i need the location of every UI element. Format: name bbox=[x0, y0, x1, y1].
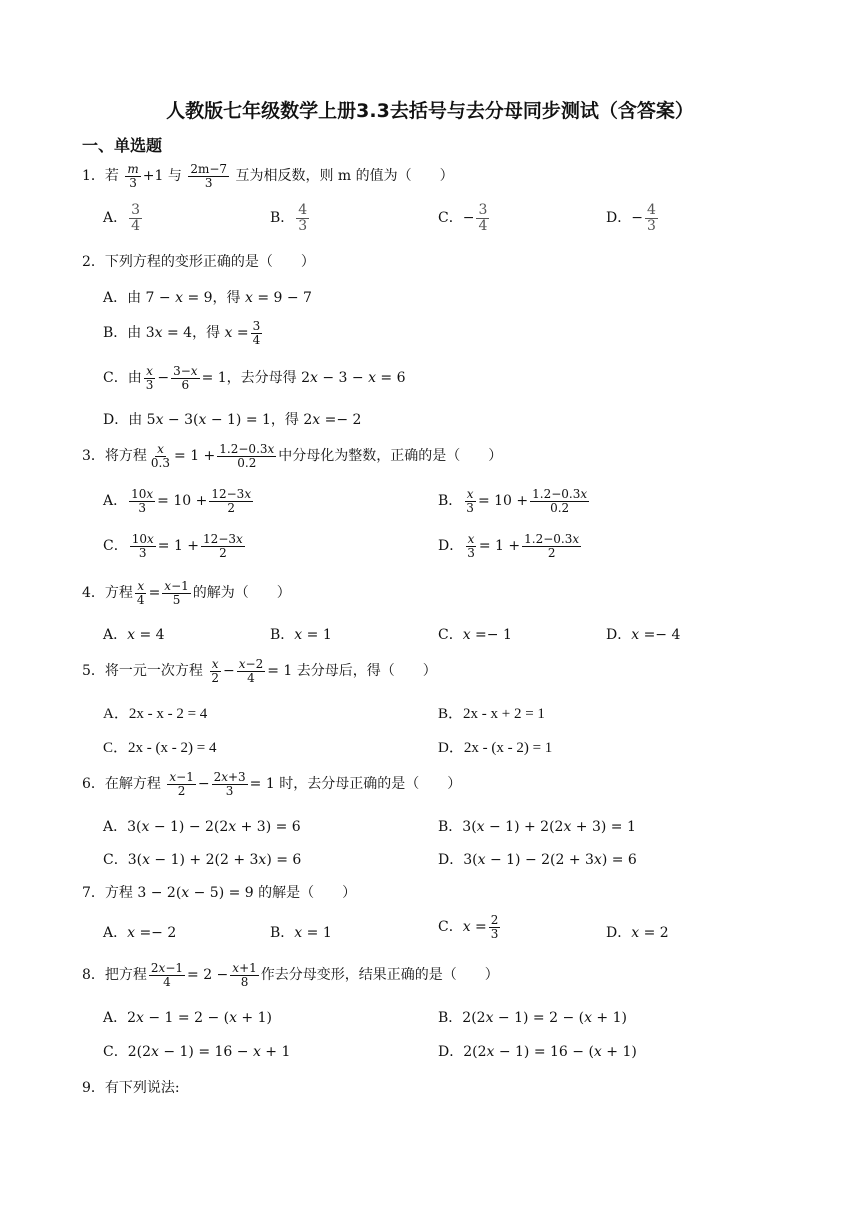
expr-text: = 1 + bbox=[174, 448, 216, 465]
fraction bbox=[217, 443, 276, 469]
question-number: 4． bbox=[82, 585, 105, 602]
denominator: 3 bbox=[466, 500, 474, 515]
numerator: 3−𝑥 bbox=[173, 364, 198, 378]
numerator: 4 bbox=[298, 202, 308, 218]
numerator: 3 bbox=[252, 319, 261, 333]
fraction bbox=[530, 488, 589, 514]
option-label: B． bbox=[438, 493, 463, 510]
option-b: B．2x - x + 2 = 1 bbox=[438, 706, 545, 722]
denominator: 3 bbox=[129, 175, 137, 190]
option-b: B．𝑥 = 1 bbox=[270, 925, 332, 941]
option-c bbox=[438, 914, 502, 940]
numerator: 3 bbox=[131, 202, 141, 218]
numerator: 12−3𝑥 bbox=[211, 487, 252, 501]
numerator: 𝑥 bbox=[211, 657, 219, 671]
fraction bbox=[188, 163, 229, 189]
fraction bbox=[209, 488, 253, 514]
denominator: 4 bbox=[478, 217, 488, 234]
fraction bbox=[209, 658, 221, 684]
numerator: 4 bbox=[646, 202, 656, 218]
denominator: 3 bbox=[138, 500, 146, 515]
fraction bbox=[149, 962, 185, 988]
question-text: 作去分母变形，结果正确的是（ ） bbox=[260, 967, 499, 984]
numerator: 10𝑥 bbox=[131, 487, 154, 501]
option-b: B．2(2𝑥 − 1) = 2 − (𝑥 + 1) bbox=[438, 1010, 627, 1026]
expr-text: = 1 bbox=[249, 776, 275, 793]
denominator: 3 bbox=[490, 926, 499, 941]
question-number: 7． bbox=[82, 885, 105, 901]
expr-text: = 2 − bbox=[187, 967, 229, 984]
numerator: 𝑥 bbox=[146, 364, 153, 378]
denominator: 3 bbox=[204, 175, 213, 190]
question-number: 2． bbox=[82, 254, 105, 270]
question-5 bbox=[82, 658, 437, 684]
denominator: 0.2 bbox=[237, 455, 257, 470]
option-c bbox=[438, 203, 491, 233]
question-text: 有下列说法: bbox=[104, 1080, 180, 1096]
page-title: 人教版七年级数学上册3.3去括号与去分母同步测试（含答案） bbox=[166, 100, 694, 122]
numerator: 3 bbox=[478, 202, 488, 218]
denominator: 4 bbox=[136, 592, 145, 607]
option-label: D． bbox=[438, 538, 464, 555]
denominator: 4 bbox=[131, 217, 141, 234]
numerator: 1.2−0.3𝑥 bbox=[524, 532, 580, 546]
question-3 bbox=[82, 443, 502, 469]
question-text: 与 bbox=[167, 168, 182, 185]
fraction bbox=[230, 962, 258, 988]
option-b bbox=[103, 320, 264, 346]
denominator: 8 bbox=[240, 974, 249, 989]
question-number: 9． bbox=[82, 1080, 105, 1096]
question-7 bbox=[82, 882, 356, 902]
question-text: 去分母后，得（ ） bbox=[296, 663, 437, 680]
question-text: 将方程 bbox=[104, 448, 147, 465]
fraction bbox=[645, 203, 658, 233]
fraction bbox=[130, 533, 156, 559]
section-heading: 一、单选题 bbox=[82, 136, 163, 155]
fraction bbox=[201, 533, 245, 559]
question-text: 方程 bbox=[104, 885, 133, 901]
minus-sign: − bbox=[631, 210, 643, 227]
question-text: 将一元一次方程 bbox=[104, 663, 203, 680]
option-b: B．3(𝑥 − 1) + 2(2𝑥 + 3) = 1 bbox=[438, 819, 636, 835]
question-number: 5． bbox=[82, 663, 105, 680]
question-8 bbox=[82, 962, 499, 988]
fraction bbox=[237, 658, 265, 684]
question-number: 1． bbox=[82, 168, 105, 185]
denominator: 3 bbox=[138, 545, 147, 560]
question-text: 在解方程 bbox=[104, 776, 161, 793]
fraction bbox=[125, 163, 140, 189]
expr-text: = 1 + bbox=[157, 538, 200, 555]
question-text: 时，去分母正确的是（ ） bbox=[279, 776, 462, 793]
numerator: 2𝑥−1 bbox=[150, 961, 184, 975]
fraction bbox=[162, 580, 190, 606]
fraction bbox=[171, 365, 199, 391]
numerator: 1.2−0.3𝑥 bbox=[219, 442, 275, 456]
denominator: 3 bbox=[467, 545, 475, 560]
fraction bbox=[135, 580, 147, 606]
option-label: C． bbox=[438, 210, 463, 227]
question-text: 中分母化为整数，正确的是（ ） bbox=[278, 448, 503, 465]
option-d bbox=[438, 533, 583, 559]
fraction bbox=[476, 203, 489, 233]
denominator: 2 bbox=[227, 500, 236, 515]
expr-text: +1 bbox=[142, 168, 164, 185]
question-6 bbox=[82, 771, 461, 797]
question-number: 8． bbox=[82, 967, 105, 984]
numerator: 𝑥 bbox=[137, 579, 145, 593]
option-b bbox=[270, 203, 311, 233]
expr-text: = 1 + bbox=[478, 538, 521, 555]
option-d: D．𝑥 =− 4 bbox=[606, 627, 681, 643]
denominator: 4 bbox=[163, 974, 171, 989]
numerator: 𝑥+1 bbox=[232, 961, 257, 975]
option-a: A．3(𝑥 − 1) − 2(2𝑥 + 3) = 6 bbox=[103, 819, 301, 835]
question-number: 3． bbox=[82, 448, 105, 465]
fraction bbox=[296, 203, 309, 233]
numerator: 1.2−0.3𝑥 bbox=[532, 487, 588, 501]
option-a bbox=[103, 488, 255, 514]
numerator: 𝑥−1 bbox=[164, 579, 189, 593]
minus-sign: − bbox=[223, 663, 235, 680]
question-text: 互为相反数，则 m 的值为（ ） bbox=[235, 168, 454, 185]
denominator: 2 bbox=[211, 670, 220, 685]
denominator: 5 bbox=[172, 592, 181, 607]
option-d: D．𝑥 = 2 bbox=[606, 925, 669, 941]
numerator: 𝑥 bbox=[467, 532, 475, 546]
numerator: 2 bbox=[490, 913, 499, 927]
expr-text: = 10 + bbox=[477, 493, 529, 510]
denominator: 2 bbox=[547, 545, 556, 560]
expr-text: 3 − 2(𝑥 − 5) = 9 bbox=[137, 885, 254, 901]
denominator: 4 bbox=[247, 670, 255, 685]
denominator: 2 bbox=[219, 545, 227, 560]
fraction bbox=[464, 488, 476, 514]
option-text: B．由 3𝑥 = 4，得 𝑥 = bbox=[103, 325, 249, 342]
question-text: 的解为（ ） bbox=[192, 585, 291, 602]
option-c bbox=[103, 365, 406, 391]
fraction bbox=[212, 771, 248, 797]
numerator: 10𝑥 bbox=[131, 532, 154, 546]
option-label: A． bbox=[103, 493, 128, 510]
numerator: m bbox=[127, 162, 139, 176]
numerator: 2𝑥+3 bbox=[213, 770, 246, 784]
option-a: A．𝑥 = 4 bbox=[103, 627, 165, 643]
option-c: C．3(𝑥 − 1) + 2(2 + 3𝑥) = 6 bbox=[103, 852, 302, 868]
question-text: 下列方程的变形正确的是（ ） bbox=[104, 254, 315, 270]
denominator: 3 bbox=[145, 377, 154, 392]
denominator: 4 bbox=[252, 332, 261, 347]
question-number: 6． bbox=[82, 776, 105, 793]
question-text: 若 bbox=[104, 168, 119, 185]
fraction bbox=[489, 914, 501, 940]
expr-text: = 1 bbox=[267, 663, 293, 680]
question-text: 的解是（ ） bbox=[258, 885, 357, 901]
fraction bbox=[465, 533, 477, 559]
numerator: 𝑥 bbox=[157, 442, 164, 456]
option-text: C．由 bbox=[103, 370, 142, 387]
numerator: 𝑥−1 bbox=[169, 770, 194, 784]
denominator: 6 bbox=[181, 377, 190, 392]
minus-sign: − bbox=[197, 776, 210, 793]
minus-sign: − bbox=[462, 210, 475, 227]
option-label: C． bbox=[103, 538, 128, 555]
denominator: 2 bbox=[177, 783, 186, 798]
denominator: 0.2 bbox=[550, 500, 570, 515]
option-b bbox=[438, 488, 591, 514]
numerator: 12−3𝑥 bbox=[203, 532, 243, 546]
question-1 bbox=[82, 163, 454, 189]
option-d: D．2x - (x - 2) = 1 bbox=[438, 740, 553, 756]
fraction bbox=[149, 443, 172, 469]
numerator: 𝑥−2 bbox=[238, 657, 264, 671]
option-a: A．2𝑥 − 1 = 2 − (𝑥 + 1) bbox=[103, 1010, 272, 1026]
fraction bbox=[522, 533, 581, 559]
minus-sign: − bbox=[157, 370, 170, 387]
expr-text: = 10 + bbox=[157, 493, 208, 510]
option-text: C．𝑥 = bbox=[438, 919, 487, 936]
denominator: 3 bbox=[646, 217, 656, 234]
fraction bbox=[167, 771, 195, 797]
option-label: B． bbox=[270, 210, 295, 227]
question-text: 把方程 bbox=[104, 967, 147, 984]
expr-text: = bbox=[148, 585, 161, 602]
option-c: C．2(2𝑥 − 1) = 16 − 𝑥 + 1 bbox=[103, 1044, 291, 1060]
option-label: D． bbox=[606, 210, 632, 227]
option-c: C．2x - (x - 2) = 4 bbox=[103, 740, 217, 756]
option-d bbox=[606, 203, 660, 233]
option-c: C．𝑥 =− 1 bbox=[438, 627, 512, 643]
fraction bbox=[129, 488, 155, 514]
question-4 bbox=[82, 580, 291, 606]
numerator: 2m−7 bbox=[190, 162, 228, 176]
fraction bbox=[129, 203, 142, 233]
option-d: D．2(2𝑥 − 1) = 16 − (𝑥 + 1) bbox=[438, 1044, 637, 1060]
option-c bbox=[103, 533, 247, 559]
option-a: A．由 7 − 𝑥 = 9，得 𝑥 = 9 − 7 bbox=[103, 290, 312, 306]
option-a: A．2x - x - 2 = 4 bbox=[103, 706, 208, 722]
numerator: 𝑥 bbox=[466, 487, 474, 501]
option-a: A．𝑥 =− 2 bbox=[103, 925, 177, 941]
denominator: 3 bbox=[298, 217, 308, 234]
denominator: 0.3 bbox=[150, 455, 171, 470]
option-a bbox=[103, 203, 144, 233]
option-b: B．𝑥 = 1 bbox=[270, 627, 332, 643]
question-9 bbox=[82, 1077, 180, 1097]
question-2 bbox=[82, 251, 315, 271]
denominator: 3 bbox=[225, 783, 234, 798]
option-d: D．3(𝑥 − 1) − 2(2 + 3𝑥) = 6 bbox=[438, 852, 637, 868]
option-label: A． bbox=[103, 210, 128, 227]
fraction bbox=[144, 365, 156, 391]
option-d: D．由 5𝑥 − 3(𝑥 − 1) = 1，得 2𝑥 =− 2 bbox=[103, 412, 362, 428]
question-text: 方程 bbox=[104, 585, 133, 602]
fraction bbox=[251, 320, 263, 346]
option-text: = 1，去分母得 2𝑥 − 3 − 𝑥 = 6 bbox=[201, 370, 406, 387]
